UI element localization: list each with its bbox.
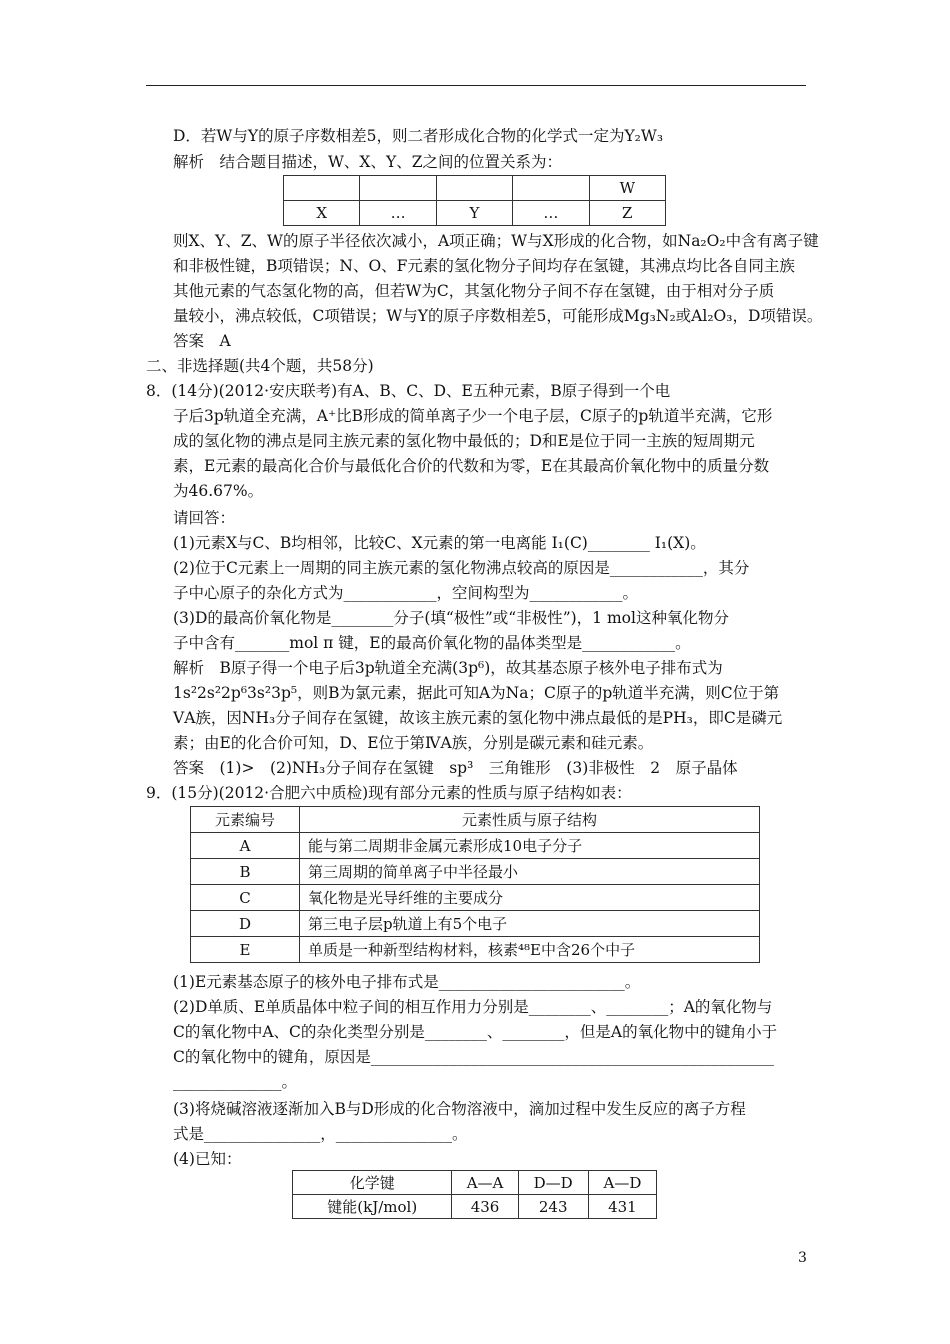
table-row bbox=[191, 833, 760, 859]
table-header: D—D bbox=[518, 1171, 588, 1195]
table-header: A—D bbox=[588, 1171, 656, 1195]
table-cell: 第三周期的简单离子中半径最小 bbox=[300, 859, 760, 885]
table-cell: 243 bbox=[518, 1195, 588, 1219]
text-line: 答案 A bbox=[173, 332, 231, 350]
table-row bbox=[191, 859, 760, 885]
table-cell: … bbox=[360, 201, 436, 226]
text-line: (2)位于C元素上一周期的同主族元素的氢化物沸点较高的原因是____________，其分 bbox=[173, 559, 750, 577]
text-line: (1)元素X与C、B均相邻，比较C、X元素的第一电离能 I₁(C)________ I₁(X)。 bbox=[173, 534, 706, 552]
header-rule bbox=[146, 85, 806, 86]
table-cell: A bbox=[191, 833, 300, 859]
text-line: (3)D的最高价氧化物是________分子(填“极性”或“非极性”)，1 mol这种氧化物分 bbox=[173, 609, 729, 627]
text-line: 则X、Y、Z、W的原子半径依次减小，A项正确；W与X形成的化合物，如Na₂O₂中含有离子键 bbox=[173, 232, 819, 250]
table-cell: 氧化物是光导纤维的主要成分 bbox=[300, 885, 760, 911]
text-line: (3)将烧碱溶液逐渐加入B与D形成的化合物溶液中，滴加过程中发生反应的离子方程 bbox=[173, 1100, 746, 1118]
text-line: 解析 结合题目描述，W、X、Y、Z之间的位置关系为： bbox=[173, 153, 562, 171]
table-header: 元素性质与原子结构 bbox=[300, 807, 760, 833]
text-line: 素，E元素的最高化合价与最低化合价的代数和为零，E在其最高价氧化物中的质量分数 bbox=[173, 457, 770, 475]
text-line: 为46.67%。 bbox=[173, 482, 264, 500]
element-table bbox=[190, 806, 760, 963]
text-line: 1s²2s²2p⁶3s²3p⁵，则B为氯元素，据此可知A为Na；C原子的p轨道半充满，则C位于第 bbox=[173, 684, 780, 702]
text-line: 素；由E的化合价可知，D、E位于第ⅣA族，分别是碳元素和硅元素。 bbox=[173, 734, 654, 752]
text-line: 解析 B原子得一个电子后3p轨道全充满(3p⁶)，故其基态原子核外电子排布式为 bbox=[173, 659, 723, 677]
text-line: 子后3p轨道全充满，A⁺比B形成的简单离子少一个电子层，C原子的p轨道半充满，它形 bbox=[173, 407, 773, 425]
text-line: 子中心原子的杂化方式为____________，空间构型为____________。 bbox=[173, 584, 639, 602]
text-line: 请回答： bbox=[173, 509, 236, 527]
text-line: 和非极性键，B项错误；N、O、F元素的氢化物分子间均存在氢键，其沸点均比各自同主族 bbox=[173, 257, 795, 275]
table-header: 元素编号 bbox=[191, 807, 300, 833]
section-heading: 二、非选择题(共4个题，共58分) bbox=[146, 357, 374, 375]
table-cell: C bbox=[191, 885, 300, 911]
table-cell: 431 bbox=[588, 1195, 656, 1219]
bond-energy-table bbox=[292, 1170, 657, 1219]
text-line: ⅤA族，因NH₃分子间存在氢键，故该主族元素的氢化物中沸点最低的是PH₃，即C是磷元 bbox=[173, 709, 783, 727]
table-cell: 能与第二周期非金属元素形成10电子分子 bbox=[300, 833, 760, 859]
table-header: A—A bbox=[452, 1171, 518, 1195]
text-line: (4)已知： bbox=[173, 1150, 242, 1168]
position-table bbox=[283, 175, 666, 226]
text-line: C的氧化物中A、C的杂化类型分别是________、________，但是A的氧化物中的键角小于 bbox=[173, 1023, 778, 1041]
text-line: 其他元素的气态氢化物的高，但若W为C，其氢化物分子间不存在氢键，由于相对分子质 bbox=[173, 282, 775, 300]
table-cell bbox=[284, 176, 360, 201]
table-cell: E bbox=[191, 937, 300, 963]
table-row bbox=[191, 911, 760, 937]
table-cell: 第三电子层p轨道上有5个电子 bbox=[300, 911, 760, 937]
table-cell bbox=[360, 176, 436, 201]
question-8: 8．(14分)(2012·安庆联考)有A、B、C、D、E五种元素，B原子得到一个电 bbox=[146, 382, 671, 400]
text-line: D．若W与Y的原子序数相差5，则二者形成化合物的化学式一定为Y₂W₃ bbox=[173, 127, 664, 145]
table-cell: B bbox=[191, 859, 300, 885]
table-cell: D bbox=[191, 911, 300, 937]
text-line: 成的氢化物的沸点是同主族元素的氢化物中最低的；D和E是位于同一主族的短周期元 bbox=[173, 432, 755, 450]
question-9: 9．(15分)(2012·合肥六中质检)现有部分元素的性质与原子结构如表： bbox=[146, 784, 632, 802]
text-line: (1)E元素基态原子的核外电子排布式是________________________。 bbox=[173, 973, 641, 991]
text-line: (2)D单质、E单质晶体中粒子间的相互作用力分别是________、________；A的氧化物与 bbox=[173, 998, 773, 1016]
table-cell bbox=[436, 176, 512, 201]
table-cell: W bbox=[589, 176, 665, 201]
text-line: 答案 (1)> (2)NH₃分子间存在氢键 sp³ 三角锥形 (3)非极性 2 原子晶体 bbox=[173, 759, 738, 777]
page-number: 3 bbox=[798, 1250, 807, 1266]
table-header: 化学键 bbox=[293, 1171, 452, 1195]
table-row bbox=[191, 885, 760, 911]
table-cell: Z bbox=[589, 201, 665, 226]
table-cell: X bbox=[284, 201, 360, 226]
table-cell: 单质是一种新型结构材料，核素⁴⁸E中含26个中子 bbox=[300, 937, 760, 963]
table-cell: … bbox=[513, 201, 589, 226]
text-line: 量较小，沸点较低，C项错误；W与Y的原子序数相差5，可能形成Mg₃N₂或Al₂O₃，D项错误。 bbox=[173, 307, 823, 325]
table-cell bbox=[513, 176, 589, 201]
text-line: ______________。 bbox=[173, 1073, 298, 1091]
table-row bbox=[191, 937, 760, 963]
text-line: C的氧化物中的键角，原因是____________________________________________________ bbox=[173, 1048, 774, 1066]
table-cell: 436 bbox=[452, 1195, 518, 1219]
table-cell: Y bbox=[436, 201, 512, 226]
text-line: 子中含有_______mol π 键，E的最高价氧化物的晶体类型是____________。 bbox=[173, 634, 691, 652]
table-cell: 键能(kJ/mol) bbox=[293, 1195, 452, 1219]
text-line: 式是_______________，_______________。 bbox=[173, 1125, 468, 1143]
